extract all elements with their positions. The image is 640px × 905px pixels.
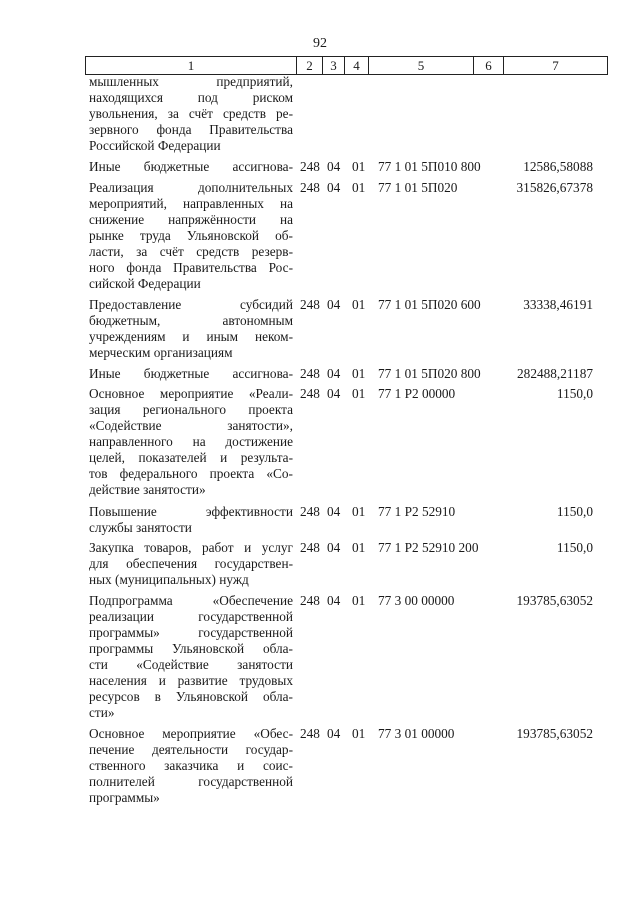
description-line: службы занятости	[89, 519, 192, 535]
description-line: Основное мероприятие «Реали-	[89, 386, 293, 402]
code-section: 04	[327, 540, 341, 556]
row-description	[89, 593, 293, 721]
code-subsection: 01	[352, 726, 366, 742]
amount: 282488,21187	[517, 365, 593, 381]
code-subsection: 01	[352, 179, 366, 195]
code-subsection: 01	[352, 386, 366, 402]
description-line: зервного фонда Правительства	[89, 122, 293, 137]
amount: 33338,46191	[523, 296, 593, 312]
description-line: находящихся под риском	[89, 90, 293, 105]
table-row	[0, 180, 640, 293]
table-row	[0, 297, 640, 361]
row-description	[89, 180, 293, 292]
amount: 193785,63052	[516, 726, 593, 742]
code-subsection: 01	[352, 159, 366, 174]
code-section: 04	[327, 159, 341, 174]
description-line: целей, показателей и результа-	[89, 450, 293, 466]
description-line: зация регионального проекта	[89, 402, 293, 418]
row-description	[89, 504, 293, 536]
description-line: программы Ульяновской обла-	[89, 641, 293, 656]
table-row	[0, 159, 640, 175]
description-line: печение деятельности государ-	[89, 742, 293, 758]
amount: 1150,0	[556, 386, 593, 402]
code-admin: 248	[300, 179, 320, 195]
code-admin: 248	[300, 503, 320, 519]
table-row	[0, 366, 640, 382]
code-admin: 248	[300, 593, 320, 608]
row-description	[89, 540, 293, 588]
code-subsection: 01	[352, 593, 366, 608]
code-target: 77 3 01 00000	[378, 726, 455, 742]
description-line: ного фонда Правительства Рос-	[89, 259, 293, 275]
row-description	[89, 297, 293, 361]
code-target: 77 3 00 00000	[378, 593, 455, 608]
code-section: 04	[327, 386, 341, 402]
code-target: 77 1 Р2 00000	[378, 386, 456, 402]
code-admin: 248	[300, 386, 320, 402]
description-line: мероприятий, направленных на	[89, 195, 293, 211]
row-description	[89, 726, 293, 806]
description-line: Закупка товаров, работ и услуг	[89, 540, 293, 556]
description-line: тов федерального проекта «Со-	[89, 466, 293, 482]
description-line: направленного на достижение	[89, 434, 293, 450]
description-line: сти»	[89, 705, 115, 720]
description-line: ственного заказчика и соис-	[89, 758, 293, 774]
table-row	[0, 726, 640, 807]
description-line: Основное мероприятие «Обес-	[89, 726, 293, 742]
amount: 315826,67378	[516, 179, 593, 195]
description-line: мышленных предприятий,	[89, 74, 293, 89]
description-line: бюджетным, автономным	[89, 312, 293, 328]
description-line: Подпрограмма «Обеспечение	[89, 593, 293, 608]
amount: 1150,0	[556, 540, 593, 556]
table-header	[85, 56, 608, 75]
description-line: «Содействие занятости»,	[89, 418, 293, 434]
code-subsection: 01	[352, 365, 366, 381]
description-line: населения и развитие трудовых	[89, 673, 293, 688]
row-description	[89, 386, 293, 498]
code-section: 04	[327, 179, 341, 195]
header-col-1: 1	[86, 57, 297, 75]
description-line: сийской Федерации	[89, 275, 201, 291]
table-row	[0, 540, 640, 588]
description-line: увольнения, за счёт средств ре-	[89, 106, 293, 121]
description-line: Реализация дополнительных	[89, 179, 293, 195]
code-target: 77 1 01 5П010 800	[378, 159, 481, 174]
row-description	[89, 159, 293, 175]
description-line: программы»	[89, 790, 160, 806]
table-row	[0, 74, 640, 155]
description-line: ресурсов в Ульяновской обла-	[89, 689, 293, 704]
description-line: учреждениям и иным неком-	[89, 328, 293, 344]
description-line: ласти, за счёт средств резерв-	[89, 243, 293, 259]
description-line: действие занятости»	[89, 482, 206, 498]
amount: 1150,0	[556, 503, 593, 519]
table-row	[0, 386, 640, 499]
code-admin: 248	[300, 726, 320, 742]
code-admin: 248	[300, 540, 320, 556]
description-line: Повышение эффективности	[89, 503, 293, 519]
header-col-3: 3	[323, 57, 345, 75]
code-target: 77 1 01 5П020 600	[378, 296, 481, 312]
amount: 193785,63052	[516, 593, 593, 608]
description-line: Иные бюджетные ассигнова-	[89, 365, 293, 381]
code-target: 77 1 Р2 52910	[378, 503, 456, 519]
description-line: реализации государственной	[89, 609, 293, 624]
code-section: 04	[327, 726, 341, 742]
code-admin: 248	[300, 296, 320, 312]
code-admin: 248	[300, 365, 320, 381]
table-row	[0, 504, 640, 536]
description-line: мерческим организациям	[89, 344, 233, 360]
code-section: 04	[327, 593, 341, 608]
description-line: Российской Федерации	[89, 138, 221, 153]
code-subsection: 01	[352, 503, 366, 519]
code-target: 77 1 Р2 52910 200	[378, 540, 479, 556]
description-line: ных (муниципальных) нужд	[89, 572, 249, 588]
description-line: программы» государственной	[89, 625, 293, 640]
header-col-7: 7	[504, 57, 608, 75]
code-section: 04	[327, 503, 341, 519]
description-line: полнителей государственной	[89, 774, 293, 790]
page-number: 92	[313, 36, 327, 51]
code-target: 77 1 01 5П020 800	[378, 365, 481, 381]
header-col-4: 4	[345, 57, 369, 75]
description-line: Предоставление субсидий	[89, 296, 293, 312]
code-admin: 248	[300, 159, 320, 174]
amount: 12586,58088	[523, 159, 593, 174]
description-line: снижение напряжённости на	[89, 211, 293, 227]
description-line: Иные бюджетные ассигнова-	[89, 159, 293, 174]
code-subsection: 01	[352, 296, 366, 312]
row-description	[89, 366, 293, 382]
description-line: сти «Содействие занятости	[89, 657, 293, 672]
code-section: 04	[327, 296, 341, 312]
code-section: 04	[327, 365, 341, 381]
code-subsection: 01	[352, 540, 366, 556]
row-description	[89, 74, 293, 154]
header-col-6: 6	[474, 57, 504, 75]
description-line: рынке труда Ульяновской об-	[89, 227, 293, 243]
header-col-2: 2	[297, 57, 323, 75]
header-col-5: 5	[369, 57, 474, 75]
description-line: для обеспечения государствен-	[89, 556, 293, 572]
table-row	[0, 593, 640, 722]
code-target: 77 1 01 5П020	[378, 179, 458, 195]
